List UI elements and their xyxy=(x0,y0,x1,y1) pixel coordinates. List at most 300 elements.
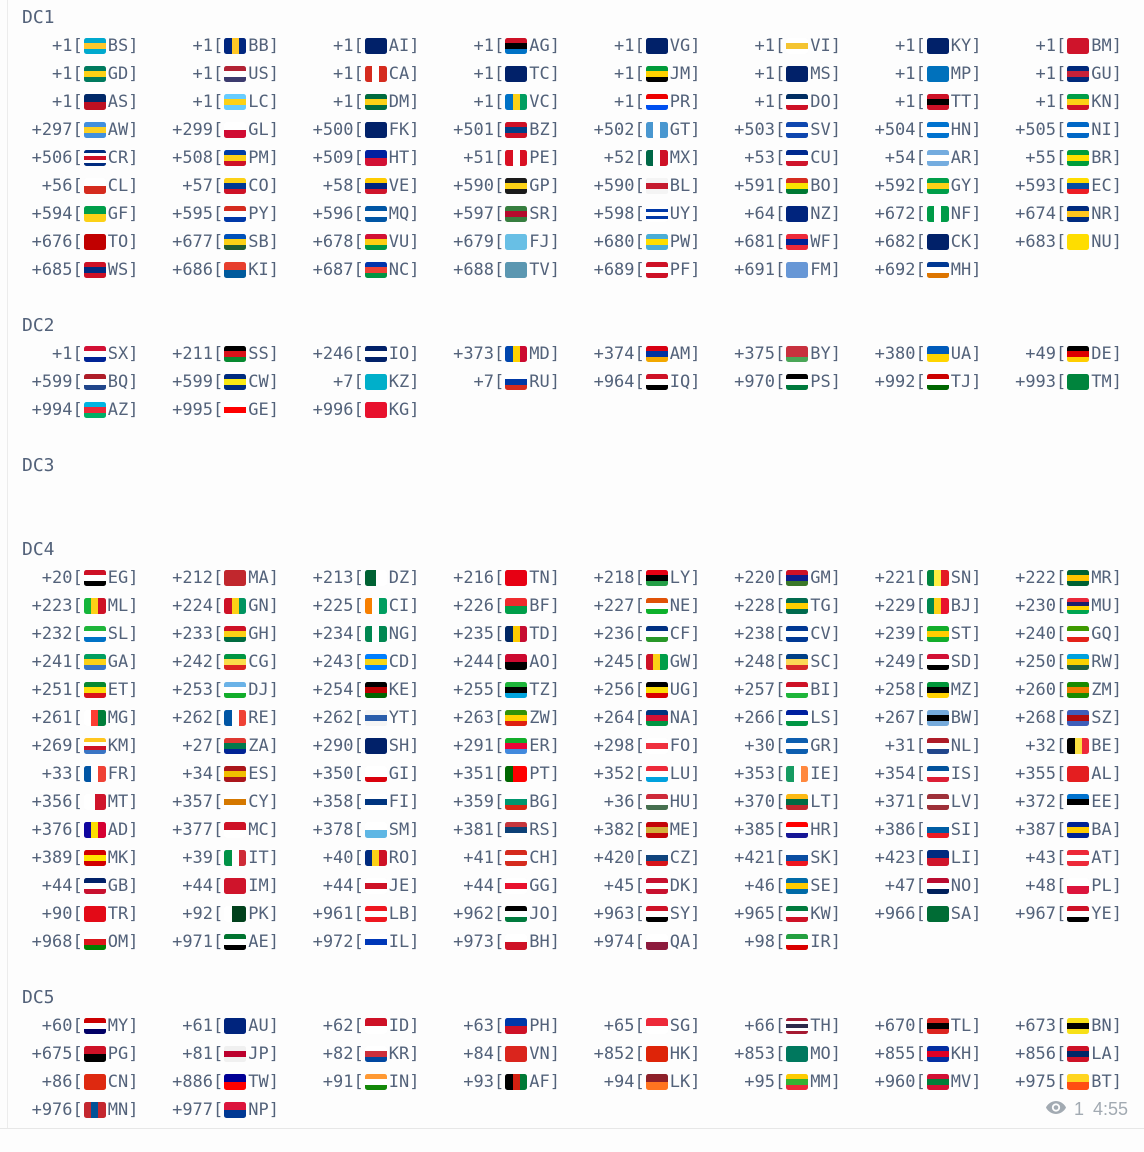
open-bracket: [ xyxy=(915,596,926,616)
close-bracket: ] xyxy=(830,120,841,140)
country-code-label: ZW xyxy=(529,708,550,728)
dial-code-entry-lv xyxy=(851,792,992,812)
dial-code-number: +962 xyxy=(453,904,495,924)
close-bracket: ] xyxy=(549,92,560,112)
open-bracket: [ xyxy=(634,680,645,700)
country-code-label: FO xyxy=(669,736,691,756)
dial-code-number: +689 xyxy=(593,260,635,280)
dial-code-number: +371 xyxy=(874,792,916,812)
close-bracket: ] xyxy=(1111,148,1122,168)
close-bracket: ] xyxy=(128,652,139,672)
open-bracket: [ xyxy=(353,596,364,616)
dial-code-entry-sl xyxy=(8,624,149,644)
country-code-label: VI xyxy=(810,36,831,56)
country-code-label: PW xyxy=(669,232,691,252)
flag-km-icon xyxy=(84,738,106,754)
dial-code-number: +53 xyxy=(744,148,776,168)
dial-code-number: +240 xyxy=(1015,624,1057,644)
open-bracket: [ xyxy=(915,764,926,784)
close-bracket: ] xyxy=(549,624,560,644)
dial-code-number: +1 xyxy=(895,36,916,56)
dial-code-number: +39 xyxy=(182,848,214,868)
flag-et-icon xyxy=(84,682,106,698)
close-bracket: ] xyxy=(971,876,982,896)
dial-code-entry-td xyxy=(430,624,571,644)
open-bracket: [ xyxy=(72,1072,83,1092)
country-code-label: AW xyxy=(107,120,129,140)
close-bracket: ] xyxy=(971,848,982,868)
flag-ly-icon xyxy=(646,570,668,586)
dial-code-number: +683 xyxy=(1015,232,1057,252)
dial-code-number: +685 xyxy=(31,260,73,280)
dial-code-entry-mr xyxy=(992,568,1133,588)
dial-code-entry-de xyxy=(992,344,1133,364)
dial-code-entry-cr xyxy=(8,148,149,168)
dial-code-entry-be xyxy=(992,736,1133,756)
dial-code-entry-ly xyxy=(570,568,711,588)
flag-nc-icon xyxy=(365,262,387,278)
close-bracket: ] xyxy=(128,820,139,840)
country-code-label: CN xyxy=(107,1072,129,1092)
flag-ne-icon xyxy=(646,598,668,614)
dial-code-number: +852 xyxy=(593,1044,635,1064)
dial-code-row xyxy=(8,676,1144,704)
open-bracket: [ xyxy=(353,148,364,168)
country-code-label: PG xyxy=(107,1044,129,1064)
dial-code-number: +290 xyxy=(312,736,354,756)
dial-code-number: +597 xyxy=(453,204,495,224)
dial-code-number: +62 xyxy=(322,1016,354,1036)
flag-dk-icon xyxy=(646,878,668,894)
open-bracket: [ xyxy=(915,708,926,728)
flag-hu-icon xyxy=(646,794,668,810)
open-bracket: [ xyxy=(72,232,83,252)
close-bracket: ] xyxy=(409,1072,420,1092)
open-bracket: [ xyxy=(353,204,364,224)
dial-code-number: +380 xyxy=(874,344,916,364)
close-bracket: ] xyxy=(128,932,139,952)
open-bracket: [ xyxy=(494,92,505,112)
country-code-label: BF xyxy=(529,596,550,616)
dial-code-number: +960 xyxy=(874,1072,916,1092)
country-code-label: NZ xyxy=(810,204,831,224)
flag-er-icon xyxy=(505,738,527,754)
flag-md-icon xyxy=(505,346,527,362)
close-bracket: ] xyxy=(128,372,139,392)
dial-code-entry-pw xyxy=(570,232,711,252)
dial-code-entry-ae xyxy=(149,932,290,952)
flag-as-icon xyxy=(84,94,106,110)
country-code-label: CU xyxy=(810,148,831,168)
close-bracket: ] xyxy=(128,400,139,420)
close-bracket: ] xyxy=(409,708,420,728)
country-code-label: CV xyxy=(810,624,831,644)
dial-code-number: +216 xyxy=(453,568,495,588)
open-bracket: [ xyxy=(353,36,364,56)
section-dc4 xyxy=(8,536,1144,956)
dial-code-entry-bj xyxy=(851,596,992,616)
dial-code-number: +968 xyxy=(31,932,73,952)
close-bracket: ] xyxy=(1111,904,1122,924)
flag-zm-icon xyxy=(1067,682,1089,698)
country-code-label: BQ xyxy=(107,372,129,392)
dial-code-entry-to xyxy=(8,232,149,252)
close-bracket: ] xyxy=(1111,792,1122,812)
flag-ye-icon xyxy=(1067,906,1089,922)
open-bracket: [ xyxy=(634,148,645,168)
flag-mt-icon xyxy=(84,794,106,810)
flag-kh-icon xyxy=(927,1046,949,1062)
country-code-label: RU xyxy=(529,372,550,392)
dial-code-number: +974 xyxy=(593,932,635,952)
open-bracket: [ xyxy=(494,904,505,924)
country-code-label: BM xyxy=(1091,36,1112,56)
country-code-label: CW xyxy=(248,372,269,392)
flag-mx-icon xyxy=(646,150,668,166)
country-code-label: MZ xyxy=(950,680,972,700)
country-code-label: RS xyxy=(529,820,550,840)
open-bracket: [ xyxy=(1056,92,1067,112)
close-bracket: ] xyxy=(128,568,139,588)
country-code-label: TJ xyxy=(950,372,972,392)
dial-code-number: +246 xyxy=(312,344,354,364)
dial-code-number: +230 xyxy=(1015,596,1057,616)
country-code-label: WF xyxy=(810,232,831,252)
flag-bs-icon xyxy=(84,38,106,54)
close-bracket: ] xyxy=(1111,652,1122,672)
open-bracket: [ xyxy=(915,568,926,588)
country-code-label: IE xyxy=(810,764,831,784)
flag-ws-icon xyxy=(84,262,106,278)
open-bracket: [ xyxy=(775,652,786,672)
open-bracket: [ xyxy=(353,1016,364,1036)
dial-code-row xyxy=(8,564,1144,592)
flag-wf-icon xyxy=(786,234,808,250)
dial-code-number: +232 xyxy=(31,624,73,644)
dial-code-number: +36 xyxy=(603,792,635,812)
dial-code-number: +1 xyxy=(1035,36,1057,56)
flag-mr-icon xyxy=(1067,570,1089,586)
flag-it-icon xyxy=(224,850,246,866)
open-bracket: [ xyxy=(494,764,505,784)
flag-vu-icon xyxy=(365,234,387,250)
country-code-label: WS xyxy=(107,260,129,280)
open-bracket: [ xyxy=(353,764,364,784)
dial-code-number: +7 xyxy=(473,372,495,392)
open-bracket: [ xyxy=(634,708,645,728)
dial-code-entry-ci xyxy=(289,596,430,616)
dial-code-row xyxy=(8,788,1144,816)
dial-code-number: +691 xyxy=(734,260,776,280)
dial-code-entry-gi xyxy=(289,764,430,784)
close-bracket: ] xyxy=(128,876,139,896)
country-code-label: KM xyxy=(107,736,129,756)
country-code-label: BW xyxy=(950,708,972,728)
open-bracket: [ xyxy=(213,708,224,728)
dial-code-entry-si xyxy=(851,820,992,840)
country-code-label: TC xyxy=(529,64,550,84)
country-code-label: GF xyxy=(107,204,129,224)
close-bracket: ] xyxy=(268,596,279,616)
dial-code-number: +599 xyxy=(172,372,214,392)
flag-lb-icon xyxy=(365,906,387,922)
flag-np-icon xyxy=(224,1102,246,1118)
open-bracket: [ xyxy=(72,260,83,280)
close-bracket: ] xyxy=(690,1016,701,1036)
dial-code-number: +964 xyxy=(593,372,635,392)
open-bracket: [ xyxy=(1056,1072,1067,1092)
close-bracket: ] xyxy=(1111,820,1122,840)
open-bracket: [ xyxy=(72,148,83,168)
close-bracket: ] xyxy=(549,904,560,924)
dial-code-row xyxy=(8,1096,1144,1124)
close-bracket: ] xyxy=(971,1016,982,1036)
flag-bm-icon xyxy=(1067,38,1089,54)
open-bracket: [ xyxy=(775,1072,786,1092)
country-code-label: PK xyxy=(248,904,269,924)
dial-code-entry-sy xyxy=(570,904,711,924)
open-bracket: [ xyxy=(915,1016,926,1036)
open-bracket: [ xyxy=(494,1016,505,1036)
open-bracket: [ xyxy=(213,820,224,840)
country-code-label: SV xyxy=(810,120,831,140)
dial-code-number: +86 xyxy=(41,1072,73,1092)
dial-code-entry-pm xyxy=(149,148,290,168)
country-code-label: LC xyxy=(248,92,269,112)
close-bracket: ] xyxy=(830,176,841,196)
flag-co-icon xyxy=(224,178,246,194)
country-code-label: PH xyxy=(529,1016,550,1036)
open-bracket: [ xyxy=(775,624,786,644)
open-bracket: [ xyxy=(494,1072,505,1092)
flag-jp-icon xyxy=(224,1046,246,1062)
close-bracket: ] xyxy=(1111,848,1122,868)
dial-code-entry-af xyxy=(430,1072,571,1092)
country-code-label: ER xyxy=(529,736,550,756)
open-bracket: [ xyxy=(213,1044,224,1064)
dial-code-entry-zm xyxy=(992,680,1133,700)
dial-code-number: +593 xyxy=(1015,176,1057,196)
country-code-label: CH xyxy=(529,848,550,868)
dial-code-entry-no xyxy=(851,876,992,896)
dial-code-entry-bb xyxy=(149,36,290,56)
dial-code-entry-ao xyxy=(430,652,571,672)
dial-code-number: +58 xyxy=(322,176,354,196)
dial-code-entry-sz xyxy=(992,708,1133,728)
flag-il-icon xyxy=(365,934,387,950)
close-bracket: ] xyxy=(830,344,841,364)
dial-code-entry-mu xyxy=(992,596,1133,616)
dial-code-entry-fo xyxy=(570,736,711,756)
flag-to-icon xyxy=(84,234,106,250)
open-bracket: [ xyxy=(494,64,505,84)
open-bracket: [ xyxy=(634,36,645,56)
open-bracket: [ xyxy=(1056,1016,1067,1036)
dial-code-entry-iq xyxy=(570,372,711,392)
dial-code-number: +66 xyxy=(744,1016,776,1036)
close-bracket: ] xyxy=(1111,568,1122,588)
dial-code-number: +95 xyxy=(744,1072,776,1092)
close-bracket: ] xyxy=(830,568,841,588)
dial-code-number: +61 xyxy=(182,1016,214,1036)
close-bracket: ] xyxy=(409,260,420,280)
open-bracket: [ xyxy=(494,204,505,224)
open-bracket: [ xyxy=(213,848,224,868)
open-bracket: [ xyxy=(775,820,786,840)
dial-code-number: +30 xyxy=(744,736,776,756)
open-bracket: [ xyxy=(1056,1044,1067,1064)
country-code-label: SN xyxy=(950,568,972,588)
country-code-label: JP xyxy=(248,1044,269,1064)
dial-code-number: +674 xyxy=(1015,204,1057,224)
dial-code-number: +57 xyxy=(182,176,214,196)
open-bracket: [ xyxy=(353,1044,364,1064)
close-bracket: ] xyxy=(268,64,279,84)
close-bracket: ] xyxy=(549,568,560,588)
dial-code-number: +855 xyxy=(874,1044,916,1064)
open-bracket: [ xyxy=(915,792,926,812)
dial-code-entry-gh xyxy=(149,624,290,644)
country-code-label: IM xyxy=(248,876,269,896)
flag-mn-icon xyxy=(84,1102,106,1118)
close-bracket: ] xyxy=(971,92,982,112)
close-bracket: ] xyxy=(690,120,701,140)
open-bracket: [ xyxy=(915,1044,926,1064)
dial-code-number: +856 xyxy=(1015,1044,1057,1064)
dial-code-entry-pt xyxy=(430,764,571,784)
country-code-label: ET xyxy=(107,680,129,700)
dial-code-number: +973 xyxy=(453,932,495,952)
dial-code-entry-ga xyxy=(8,652,149,672)
dial-code-entry-it xyxy=(149,848,290,868)
close-bracket: ] xyxy=(690,876,701,896)
dial-code-number: +34 xyxy=(182,764,214,784)
dial-code-entry-tj xyxy=(851,372,992,392)
close-bracket: ] xyxy=(971,904,982,924)
open-bracket: [ xyxy=(634,792,645,812)
country-code-label: ZA xyxy=(248,736,269,756)
dial-code-number: +1 xyxy=(192,36,214,56)
dial-code-number: +375 xyxy=(734,344,776,364)
country-code-label: AR xyxy=(950,148,972,168)
dial-code-number: +220 xyxy=(734,568,776,588)
country-code-label: BH xyxy=(529,932,550,952)
close-bracket: ] xyxy=(549,932,560,952)
dial-code-entry-li xyxy=(851,848,992,868)
country-code-label: CA xyxy=(388,64,410,84)
flag-ru-icon xyxy=(505,374,527,390)
open-bracket: [ xyxy=(72,120,83,140)
close-bracket: ] xyxy=(549,344,560,364)
flag-sm-icon xyxy=(365,822,387,838)
flag-hk-icon xyxy=(646,1046,668,1062)
dial-code-entry-ir xyxy=(711,932,852,952)
dial-code-number: +44 xyxy=(182,876,214,896)
close-bracket: ] xyxy=(830,680,841,700)
close-bracket: ] xyxy=(409,120,420,140)
dial-code-row xyxy=(8,368,1144,396)
country-code-label: SE xyxy=(810,876,831,896)
dial-code-entry-mc xyxy=(149,820,290,840)
flag-de-icon xyxy=(1067,346,1089,362)
country-code-label: ZM xyxy=(1091,680,1112,700)
country-code-label: SR xyxy=(529,204,550,224)
open-bracket: [ xyxy=(775,344,786,364)
dial-code-number: +389 xyxy=(31,848,73,868)
flag-bg-icon xyxy=(505,794,527,810)
country-code-label: VG xyxy=(669,36,691,56)
dial-code-entry-fk xyxy=(289,120,430,140)
flag-bo-icon xyxy=(786,178,808,194)
flag-sa-icon xyxy=(927,906,949,922)
country-code-label: SA xyxy=(950,904,972,924)
flag-cn-icon xyxy=(84,1074,106,1090)
dial-code-number: +264 xyxy=(593,708,635,728)
flag-fi-icon xyxy=(365,794,387,810)
dial-code-number: +1 xyxy=(895,92,916,112)
close-bracket: ] xyxy=(830,904,841,924)
open-bracket: [ xyxy=(213,932,224,952)
dial-code-number: +93 xyxy=(463,1072,495,1092)
flag-me-icon xyxy=(646,822,668,838)
dial-code-entry-eg xyxy=(8,568,149,588)
dial-code-entry-kn xyxy=(992,92,1133,112)
country-code-label: ID xyxy=(388,1016,410,1036)
close-bracket: ] xyxy=(268,624,279,644)
dial-code-number: +1 xyxy=(614,92,635,112)
dial-code-number: +267 xyxy=(874,708,916,728)
flag-ag-icon xyxy=(505,38,527,54)
country-code-label: PE xyxy=(529,148,550,168)
open-bracket: [ xyxy=(72,736,83,756)
flag-sx-icon xyxy=(84,346,106,362)
flag-es-icon xyxy=(224,766,246,782)
close-bracket: ] xyxy=(830,932,841,952)
dial-code-entry-sx xyxy=(8,344,149,364)
close-bracket: ] xyxy=(971,36,982,56)
dial-code-number: +221 xyxy=(874,568,916,588)
flag-mh-icon xyxy=(927,262,949,278)
close-bracket: ] xyxy=(409,680,420,700)
flag-my-icon xyxy=(84,1018,106,1034)
close-bracket: ] xyxy=(549,232,560,252)
country-code-label: BZ xyxy=(529,120,550,140)
close-bracket: ] xyxy=(830,652,841,672)
dial-code-entry-bo xyxy=(711,176,852,196)
dial-code-row xyxy=(8,900,1144,928)
section-dc3 xyxy=(8,452,1144,480)
country-code-label: SS xyxy=(248,344,269,364)
flag-cr-icon xyxy=(84,150,106,166)
dial-code-row xyxy=(8,872,1144,900)
close-bracket: ] xyxy=(128,1016,139,1036)
close-bracket: ] xyxy=(1111,736,1122,756)
dial-code-number: +381 xyxy=(453,820,495,840)
dial-code-row xyxy=(8,60,1144,88)
dial-code-entry-bf xyxy=(430,596,571,616)
dial-code-entry-cv xyxy=(711,624,852,644)
dial-code-entry-ee xyxy=(992,792,1133,812)
dial-code-number: +239 xyxy=(874,624,916,644)
flag-lv-icon xyxy=(927,794,949,810)
dial-code-number: +682 xyxy=(874,232,916,252)
close-bracket: ] xyxy=(690,792,701,812)
dial-code-number: +502 xyxy=(593,120,635,140)
close-bracket: ] xyxy=(409,1016,420,1036)
dial-code-number: +44 xyxy=(322,876,354,896)
dial-code-entry-rw xyxy=(992,652,1133,672)
country-code-label: MK xyxy=(107,848,129,868)
